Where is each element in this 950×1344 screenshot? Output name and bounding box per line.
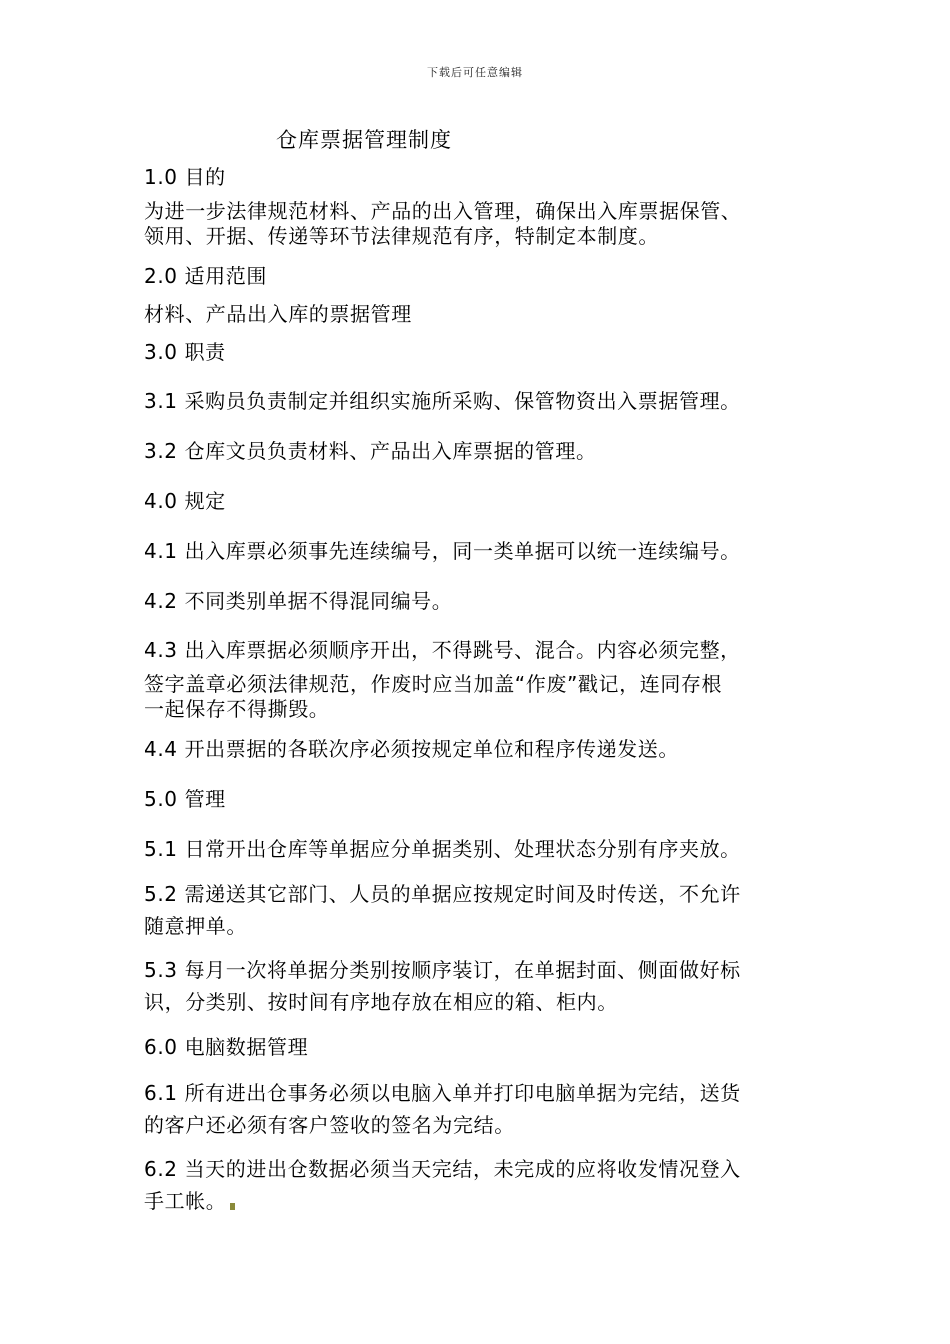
paragraph-line: 6.2 当天的进出仓数据必须当天完结，未完成的应将收发情况登入 [144,1157,741,1181]
paragraph-6-2 [144,1153,814,1217]
paragraph-4-3-rest [144,672,814,722]
paragraph-4-2 [144,585,814,614]
paragraph-line: 4.3 出入库票据必须顺序开出，不得跳号、混合。内容必须完整， [144,638,741,662]
paragraph-line: 3.2 仓库文员负责材料、产品出入库票据的管理。 [144,439,597,463]
paragraph-line: 3.0 职责 [144,340,226,364]
paragraph-line: 4.4 开出票据的各联次序必须按规定单位和程序传递发送。 [144,737,679,761]
paragraph-line: 2.0 适用范围 [144,264,267,288]
paragraph-6-1 [144,1077,814,1141]
paragraph-4-1 [144,535,814,564]
section-heading-duties [144,336,814,365]
paragraph-4-4 [144,733,814,762]
paragraph-line: 材料、产品出入库的票据管理 [144,302,412,326]
paragraph-line: 识，分类别、按时间有序地存放在相应的箱、柜内。 [144,990,618,1014]
paragraph-line: 随意押单。 [144,914,247,938]
paragraph-line: 3.1 采购员负责制定并组织实施所采购、保管物资出入票据管理。 [144,389,741,413]
header-note: 下载后可任意编辑 [427,66,523,79]
paragraph-line: 5.3 每月一次将单据分类别按顺序装订，在单据封面、侧面做好标 [144,958,741,982]
paragraph-purpose [144,199,814,249]
paragraph-line: 的客户还必须有客户签收的签名为完结。 [144,1113,515,1137]
paragraph-line: 5.1 日常开出仓库等单据应分单据类别、处理状态分别有序夹放。 [144,837,741,861]
paragraph-5-2 [144,878,814,942]
paragraph-line: 一起保存不得撕毁。 [144,697,330,721]
paragraph-line: 4.1 出入库票必须事先连续编号，同一类单据可以统一连续编号。 [144,539,741,563]
paragraph-line: 1.0 目的 [144,165,226,189]
end-of-text-mark-icon [230,1203,235,1210]
section-heading-management [144,783,814,812]
paragraph-line: 4.0 规定 [144,489,226,513]
paragraph-line: 4.2 不同类别单据不得混同编号。 [144,589,453,613]
section-heading-scope [144,260,814,289]
paragraph-5-3 [144,954,814,1018]
paragraph-line: 领用、开据、传递等环节法律规范有序，特制定本制度。 [144,224,659,248]
paragraph-4-3-first [144,634,814,663]
paragraph-line: 签字盖章必须法律规范，作废时应当加盖“作废”戳记，连同存根 [144,672,723,696]
paragraph-line: 5.2 需递送其它部门、人员的单据应按规定时间及时传送，不允许 [144,882,741,906]
paragraph-3-2 [144,435,814,464]
paragraph-3-1 [144,385,814,414]
paragraph-line: 为进一步法律规范材料、产品的出入管理，确保出入库票据保管、 [144,199,742,223]
paragraph-line: 5.0 管理 [144,787,226,811]
section-heading-computer-data [144,1031,814,1060]
paragraph-line [144,1185,814,1217]
paragraph-line: 6.0 电脑数据管理 [144,1035,309,1059]
document-title: 仓库票据管理制度 [276,128,452,152]
paragraph-line: 6.1 所有进出仓事务必须以电脑入单并打印电脑单据为完结，送货 [144,1081,741,1105]
section-heading-purpose [144,161,814,190]
paragraph-line-text: 手工帐。 [144,1189,227,1213]
paragraph-5-1 [144,833,814,862]
paragraph-scope [144,298,814,327]
section-heading-rules [144,485,814,514]
